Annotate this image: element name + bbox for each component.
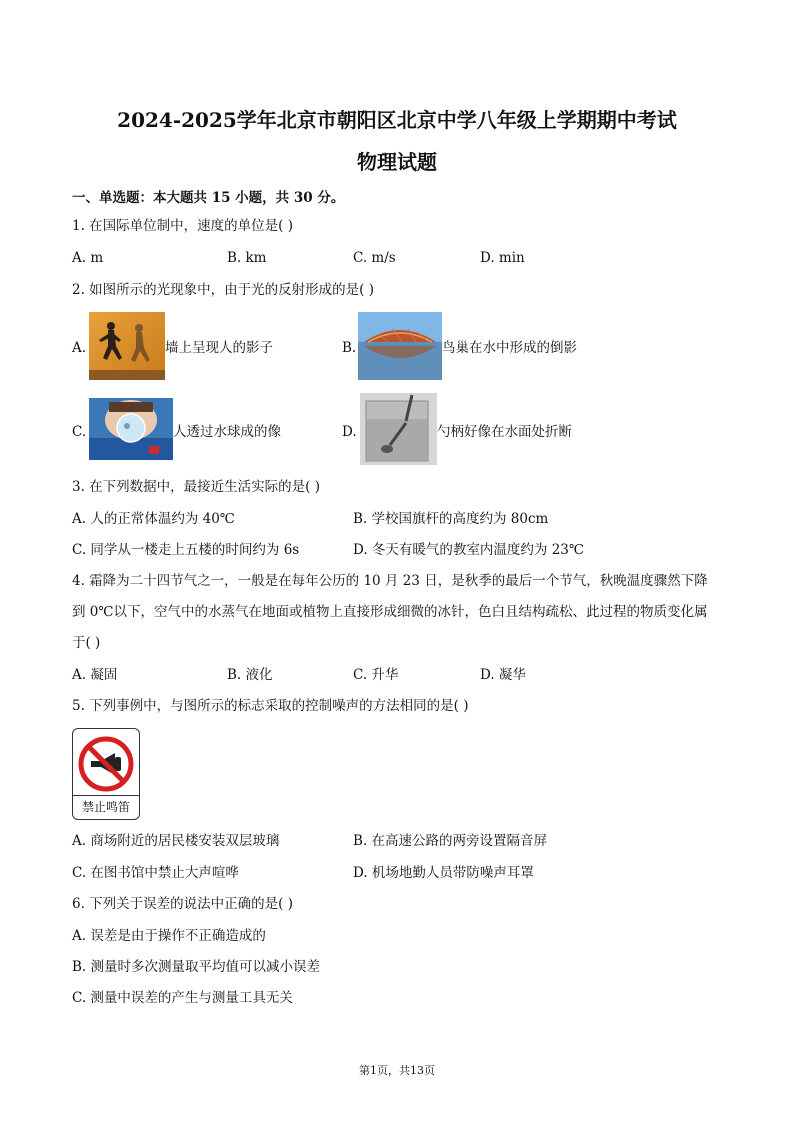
q3-option-c: C. 同学从一楼走上五楼的时间约为 6s (72, 542, 300, 558)
q2-option-c-text: 人透过水球成的像 (173, 424, 281, 440)
q2-letter-c: C. (72, 424, 87, 440)
q6-option-b: B. 测量时多次测量取平均值可以减小误差 (72, 959, 321, 975)
spoon-in-water-image (360, 393, 437, 465)
q3-option-b: B. 学校国旗杆的高度约为 80cm (353, 511, 549, 527)
q5-option-b: B. 在高速公路的两旁设置隔音屏 (353, 833, 548, 849)
q2-option-d-text: 勺柄好像在水面处折断 (437, 424, 572, 440)
question-1-stem: 1. 在国际单位制中，速度的单位是( ) (72, 218, 293, 234)
q3-option-d: D. 冬天有暖气的教室内温度约为 23℃ (353, 542, 584, 558)
q4-option-d: D. 凝华 (480, 667, 526, 683)
q6-option-a: A. 误差是由于操作不正确造成的 (72, 928, 266, 944)
q2-option-a-text: 墙上呈现人的影子 (165, 340, 273, 356)
q4-option-b: B. 液化 (227, 667, 273, 683)
question-5-stem: 5. 下列事例中，与图所示的标志采取的控制噪声的方法相同的是( ) (72, 698, 469, 714)
q2-letter-b: B. (342, 340, 357, 356)
no-horn-sign-label: 禁止鸣笛 (81, 800, 130, 814)
q5-option-c: C. 在图书馆中禁止大声喧哗 (72, 865, 239, 881)
question-3-stem: 3. 在下列数据中，最接近生活实际的是( ) (72, 479, 320, 495)
q1-option-c: C. m/s (353, 250, 396, 266)
no-horn-sign (72, 728, 140, 820)
q1-option-a: A. m (72, 250, 104, 266)
birds-nest-reflection-image (358, 312, 442, 380)
q5-option-d: D. 机场地勤人员带防噪声耳罩 (353, 865, 534, 881)
page-number: 第1页，共13页 (359, 1064, 435, 1077)
q2-letter-a: A. (72, 340, 87, 356)
no-horn-icon (73, 731, 139, 797)
section-heading: 一、单选题：本大题共 15 小题，共 30 分。 (72, 190, 345, 206)
page-subtitle: 物理试题 (357, 150, 437, 174)
question-4-stem-line-2: 到 0℃以下，空气中的水蒸气在地面或植物上直接形成细微的冰针，色白且结构疏松、此过程的物质变化属 (72, 604, 708, 620)
q6-option-c: C. 测量中误差的产生与测量工具无关 (72, 990, 293, 1006)
question-4-stem-line-1: 4. 霜降为二十四节气之一，一般是在每年公历的 10 月 23 日，是秋季的最后一个节气，秋晚温度骤然下降 (72, 573, 708, 589)
water-ball-image (89, 398, 173, 460)
q4-option-c: C. 升华 (353, 667, 399, 683)
page-title: 2024-2025学年北京市朝阳区北京中学八年级上学期期中考试 (117, 108, 677, 132)
q5-option-a: A. 商场附近的居民楼安装双层玻璃 (72, 833, 280, 849)
question-6-stem: 6. 下列关于误差的说法中正确的是( ) (72, 896, 293, 912)
q1-option-b: B. km (227, 250, 267, 266)
runner-shadow-image (89, 312, 165, 380)
q4-option-a: A. 凝固 (72, 667, 118, 683)
question-4-stem-line-3: 于( ) (72, 635, 101, 651)
q2-letter-d: D. (342, 424, 357, 440)
question-2-stem: 2. 如图所示的光现象中，由于光的反射形成的是( ) (72, 282, 374, 298)
q2-option-b-text: 鸟巢在水中形成的倒影 (442, 340, 577, 356)
q1-option-d: D. min (480, 250, 525, 266)
q3-option-a: A. 人的正常体温约为 40℃ (72, 511, 235, 527)
